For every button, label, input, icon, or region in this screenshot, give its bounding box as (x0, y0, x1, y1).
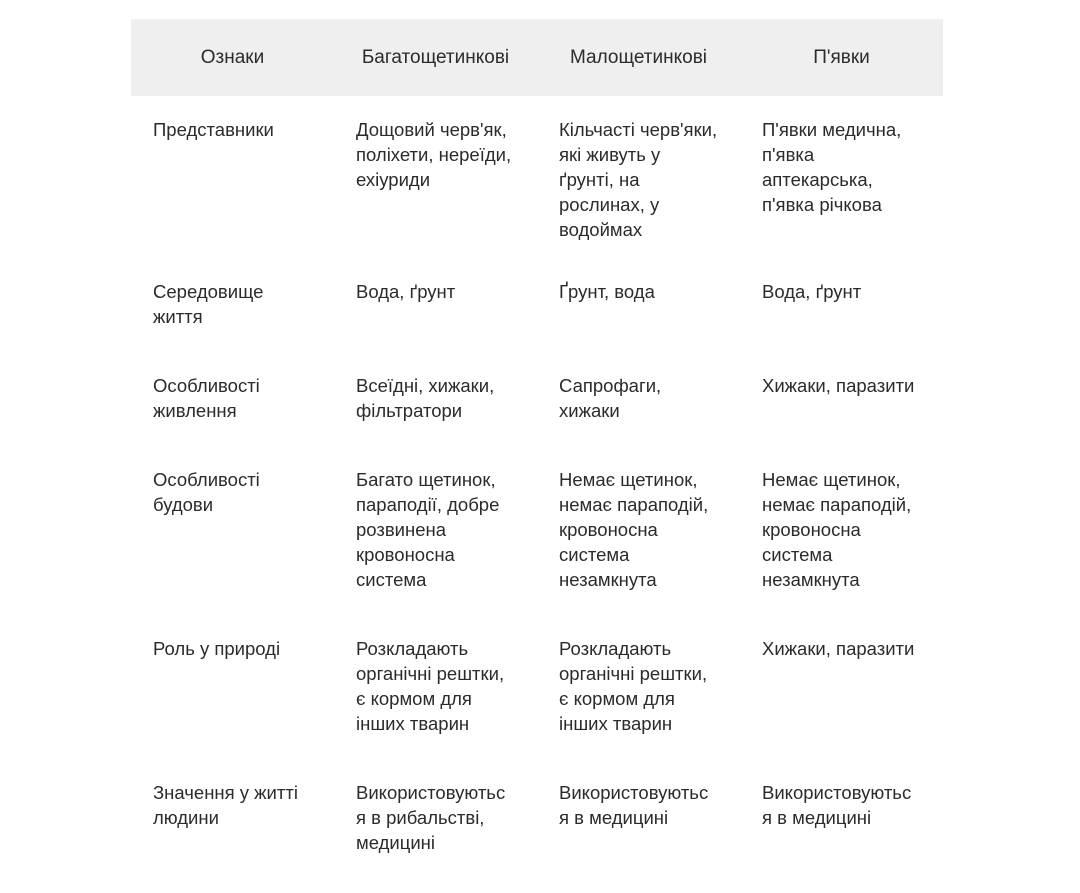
comparison-table (131, 19, 943, 855)
table-cell: Дощовий черв'як, поліхети, нереїди, ехіуриди (356, 119, 512, 190)
table-row (131, 265, 943, 359)
table-cell: Хижаки, паразити (762, 375, 915, 396)
table-cell: Кільчасті черв'яки, які живуть у ґрунті, на рослинах, у водоймах (559, 119, 718, 240)
table-cell: Хижаки, паразити (762, 638, 915, 659)
table-cell: Сапрофаги, хижаки (559, 375, 662, 421)
table-row (131, 622, 943, 766)
table-cell: Використовуються в рибальстві, медицині (356, 782, 506, 853)
header-row (131, 19, 943, 96)
table-cell: Вода, ґрунт (762, 281, 862, 302)
header-cell-polychaetes: Багатощетинкові (334, 19, 537, 96)
table-cell: Розкладають органічні рештки, є кормом для інших тварин (356, 638, 505, 734)
row-label-cell: Особливості будови (153, 469, 260, 515)
header-cell-leeches: П'явки (740, 19, 943, 96)
table-row (131, 453, 943, 622)
row-label-cell: Роль у природі (153, 638, 281, 659)
table-cell: Використовуються в медицині (559, 782, 709, 828)
row-label-cell: Особливості живлення (153, 375, 260, 421)
table-row (131, 96, 943, 265)
header-cell-features: Ознаки (131, 19, 334, 96)
table-row (131, 359, 943, 453)
table-cell: Вода, ґрунт (356, 281, 456, 302)
table-cell: Ґрунт, вода (559, 281, 655, 302)
header-cell-oligochaetes: Малощетинкові (537, 19, 740, 96)
table-cell: Немає щетинок, немає параподій, кровоносна система незамкнута (762, 469, 912, 590)
table-cell: П'явки медична, п'явка аптекарська, п'явка річкова (762, 119, 902, 215)
table-cell: Багато щетинок, параподії, добре розвинена кровоносна система (356, 469, 500, 590)
table-cell: Розкладають органічні рештки, є кормом для інших тварин (559, 638, 708, 734)
row-label-cell: Представники (153, 119, 274, 140)
table-header (131, 19, 943, 96)
table-cell: Використовуються в медицині (762, 782, 912, 828)
table-cell: Всеїдні, хижаки, фільтратори (356, 375, 495, 421)
table-row (131, 766, 943, 855)
row-label-cell: Середовище життя (153, 281, 264, 327)
comparison-table-container (131, 19, 943, 855)
table-cell: Немає щетинок, немає параподій, кровоносна система незамкнута (559, 469, 709, 590)
row-label-cell: Значення у житті людини (153, 782, 298, 828)
table-body (131, 96, 943, 855)
